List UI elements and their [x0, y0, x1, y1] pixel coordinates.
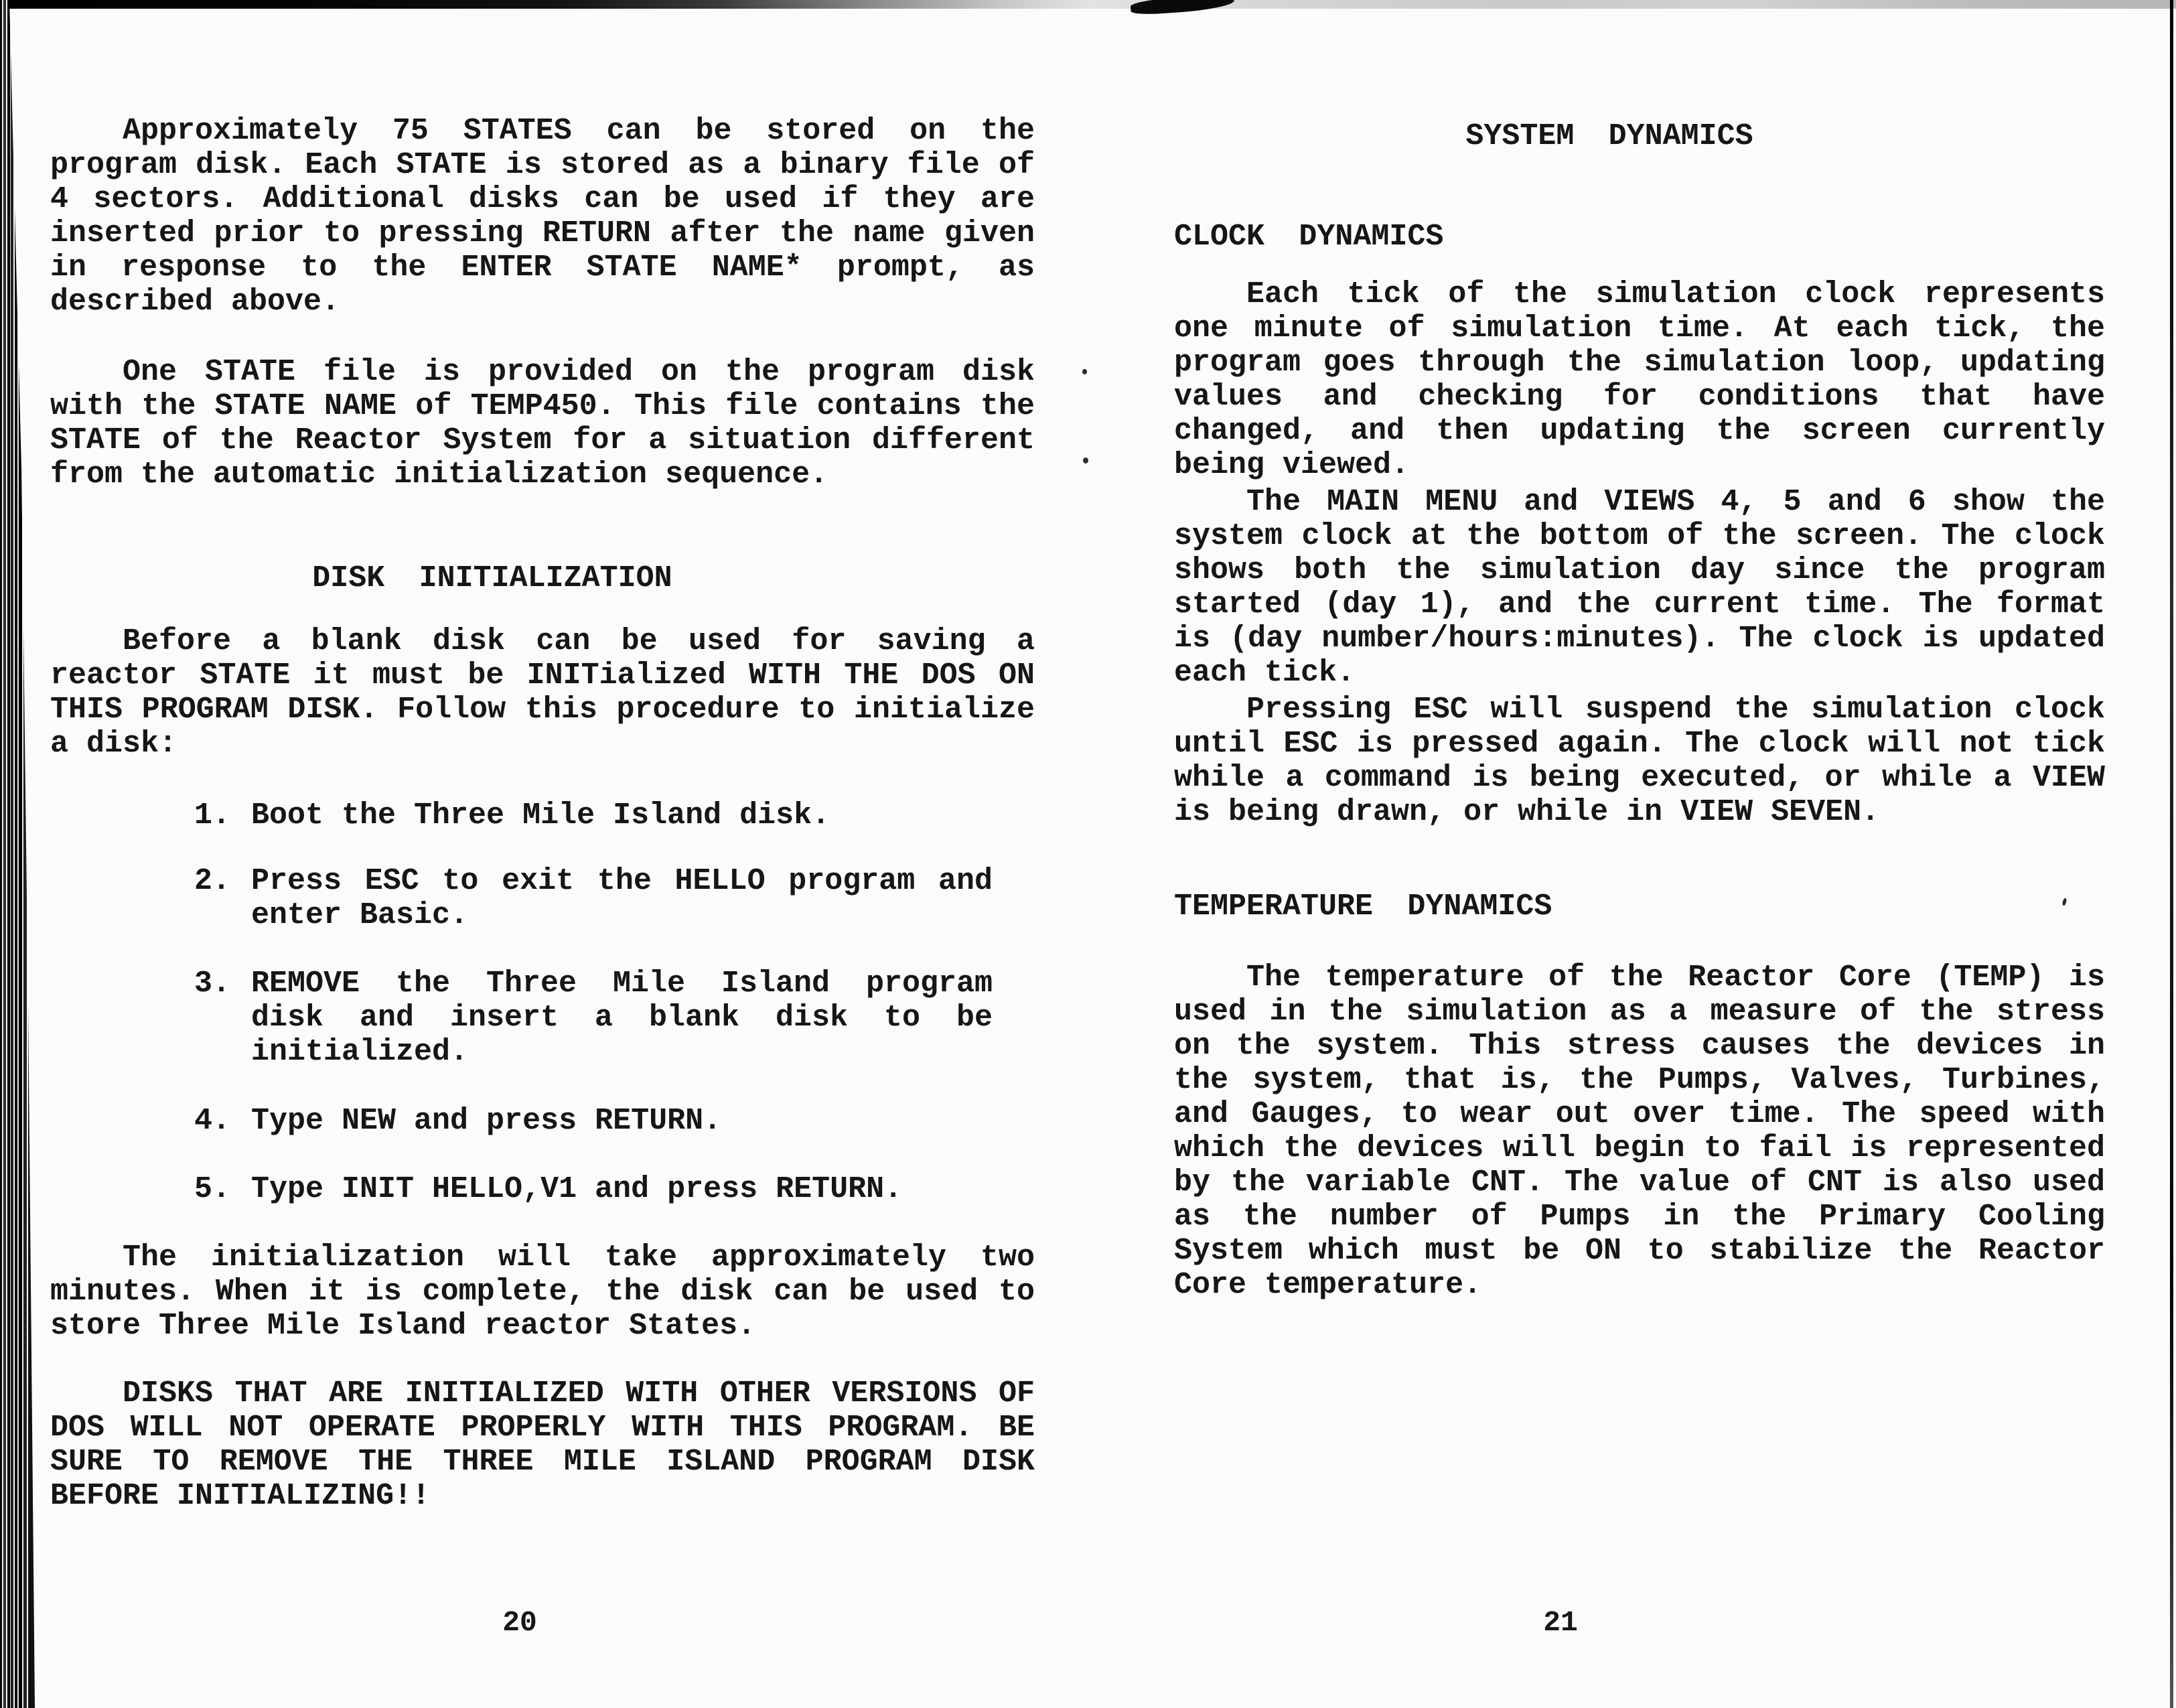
- list-item-text: REMOVE the Three Mile Island program disk and insert a blank disk to be initialized.: [251, 967, 993, 1069]
- temperature-dynamics-heading: TEMPERATURE DYNAMICS: [1174, 889, 1552, 924]
- list-item-text: Type NEW and press RETURN.: [251, 1104, 722, 1138]
- list-item-boot: [194, 798, 993, 833]
- list-item-type-init: [194, 1172, 993, 1206]
- paragraph-clock-tick: Each tick of the simulation clock represents one minute of simulation time. At each tick, the program goes through the simulation loop, updating values and checking for conditions that have changed, and then updating the screen currently being viewed.: [1174, 277, 2105, 482]
- paragraph-reactor-core-temp: The temperature of the Reactor Core (TEMP) is used in the simulation as a measure of the stress on the system. This stress causes the devices in the system, that is, the Pumps, Valves, Turbines, and Gauges, to wear out over time. The speed with which the devices will begin to fail is represented by the variable CNT. The value of CNT is also used as the number of Pumps in the Primary Cooling System which must be ON to stabilize the Reactor Core temperature.: [1174, 960, 2105, 1302]
- page-number-right: 21: [1543, 1606, 1578, 1639]
- paragraph-states-storage: Approximately 75 STATES can be stored on the program disk. Each STATE is stored as a binary file of 4 sectors. Additional disks can be used if they are inserted prior to pressing RETURN after the name given in response to the ENTER STATE NAME* prompt, as described above.: [50, 114, 1035, 319]
- list-item-text: Boot the Three Mile Island disk.: [251, 798, 830, 833]
- scan-binding-edge-artifact: [0, 0, 35, 1708]
- list-item-text: Type INIT HELLO,V1 and press RETURN.: [251, 1172, 903, 1206]
- scan-right-edge-artifact: [2170, 0, 2173, 1708]
- list-item-number: 4.: [194, 1104, 231, 1138]
- list-item-press-esc: [194, 864, 993, 932]
- system-dynamics-title: SYSTEM DYNAMICS: [1465, 119, 1753, 153]
- list-item-number: 3.: [194, 967, 231, 1001]
- right-page: [1174, 0, 2105, 1708]
- left-page: [50, 0, 1035, 1708]
- paragraph-temp450-file: One STATE file is provided on the program disk with the STATE NAME of TEMP450. This file contains the STATE of the Reactor System for a situation different from the automatic initialization sequence.: [50, 355, 1035, 492]
- list-item-number: 5.: [194, 1172, 231, 1206]
- disk-initialization-heading: DISK INITIALIZATION: [312, 561, 672, 595]
- list-item-number: 2.: [194, 864, 231, 898]
- scan-speck: [1083, 457, 1088, 464]
- list-item-number: 1.: [194, 798, 231, 833]
- list-item-type-new: [194, 1104, 993, 1138]
- scan-speck: [1082, 369, 1087, 374]
- clock-dynamics-heading: CLOCK DYNAMICS: [1174, 220, 1444, 254]
- paragraph-esc-suspend: Pressing ESC will suspend the simulation clock until ESC is pressed again. The clock will not tick while a command is being executed, or while a VIEW is being drawn, or while in VIEW SEVEN.: [1174, 693, 2105, 829]
- paragraph-main-menu-clock: The MAIN MENU and VIEWS 4, 5 and 6 show the system clock at the bottom of the screen. The clock shows both the simulation day since the program started (day 1), and the current time. The format is (day number/hours:minutes). The clock is updated each tick.: [1174, 485, 2105, 690]
- paragraph-before-blank-disk: Before a blank disk can be used for saving a reactor STATE it must be INITialized WITH THE DOS ON THIS PROGRAM DISK. Follow this procedure to initialize a disk:: [50, 624, 1035, 761]
- paragraph-dos-warning: DISKS THAT ARE INITIALIZED WITH OTHER VERSIONS OF DOS WILL NOT OPERATE PROPERLY WITH THIS PROGRAM. BE SURE TO REMOVE THE THREE MILE ISLAND PROGRAM DISK BEFORE INITIALIZING!!: [50, 1376, 1035, 1513]
- page-number-left: 20: [502, 1606, 537, 1639]
- paragraph-initialization-duration: The initialization will take approximately two minutes. When it is complete, the disk can be used to store Three Mile Island reactor States.: [50, 1240, 1035, 1343]
- list-item-remove-disk: [194, 967, 993, 1069]
- list-item-text: Press ESC to exit the HELLO program and enter Basic.: [251, 864, 993, 932]
